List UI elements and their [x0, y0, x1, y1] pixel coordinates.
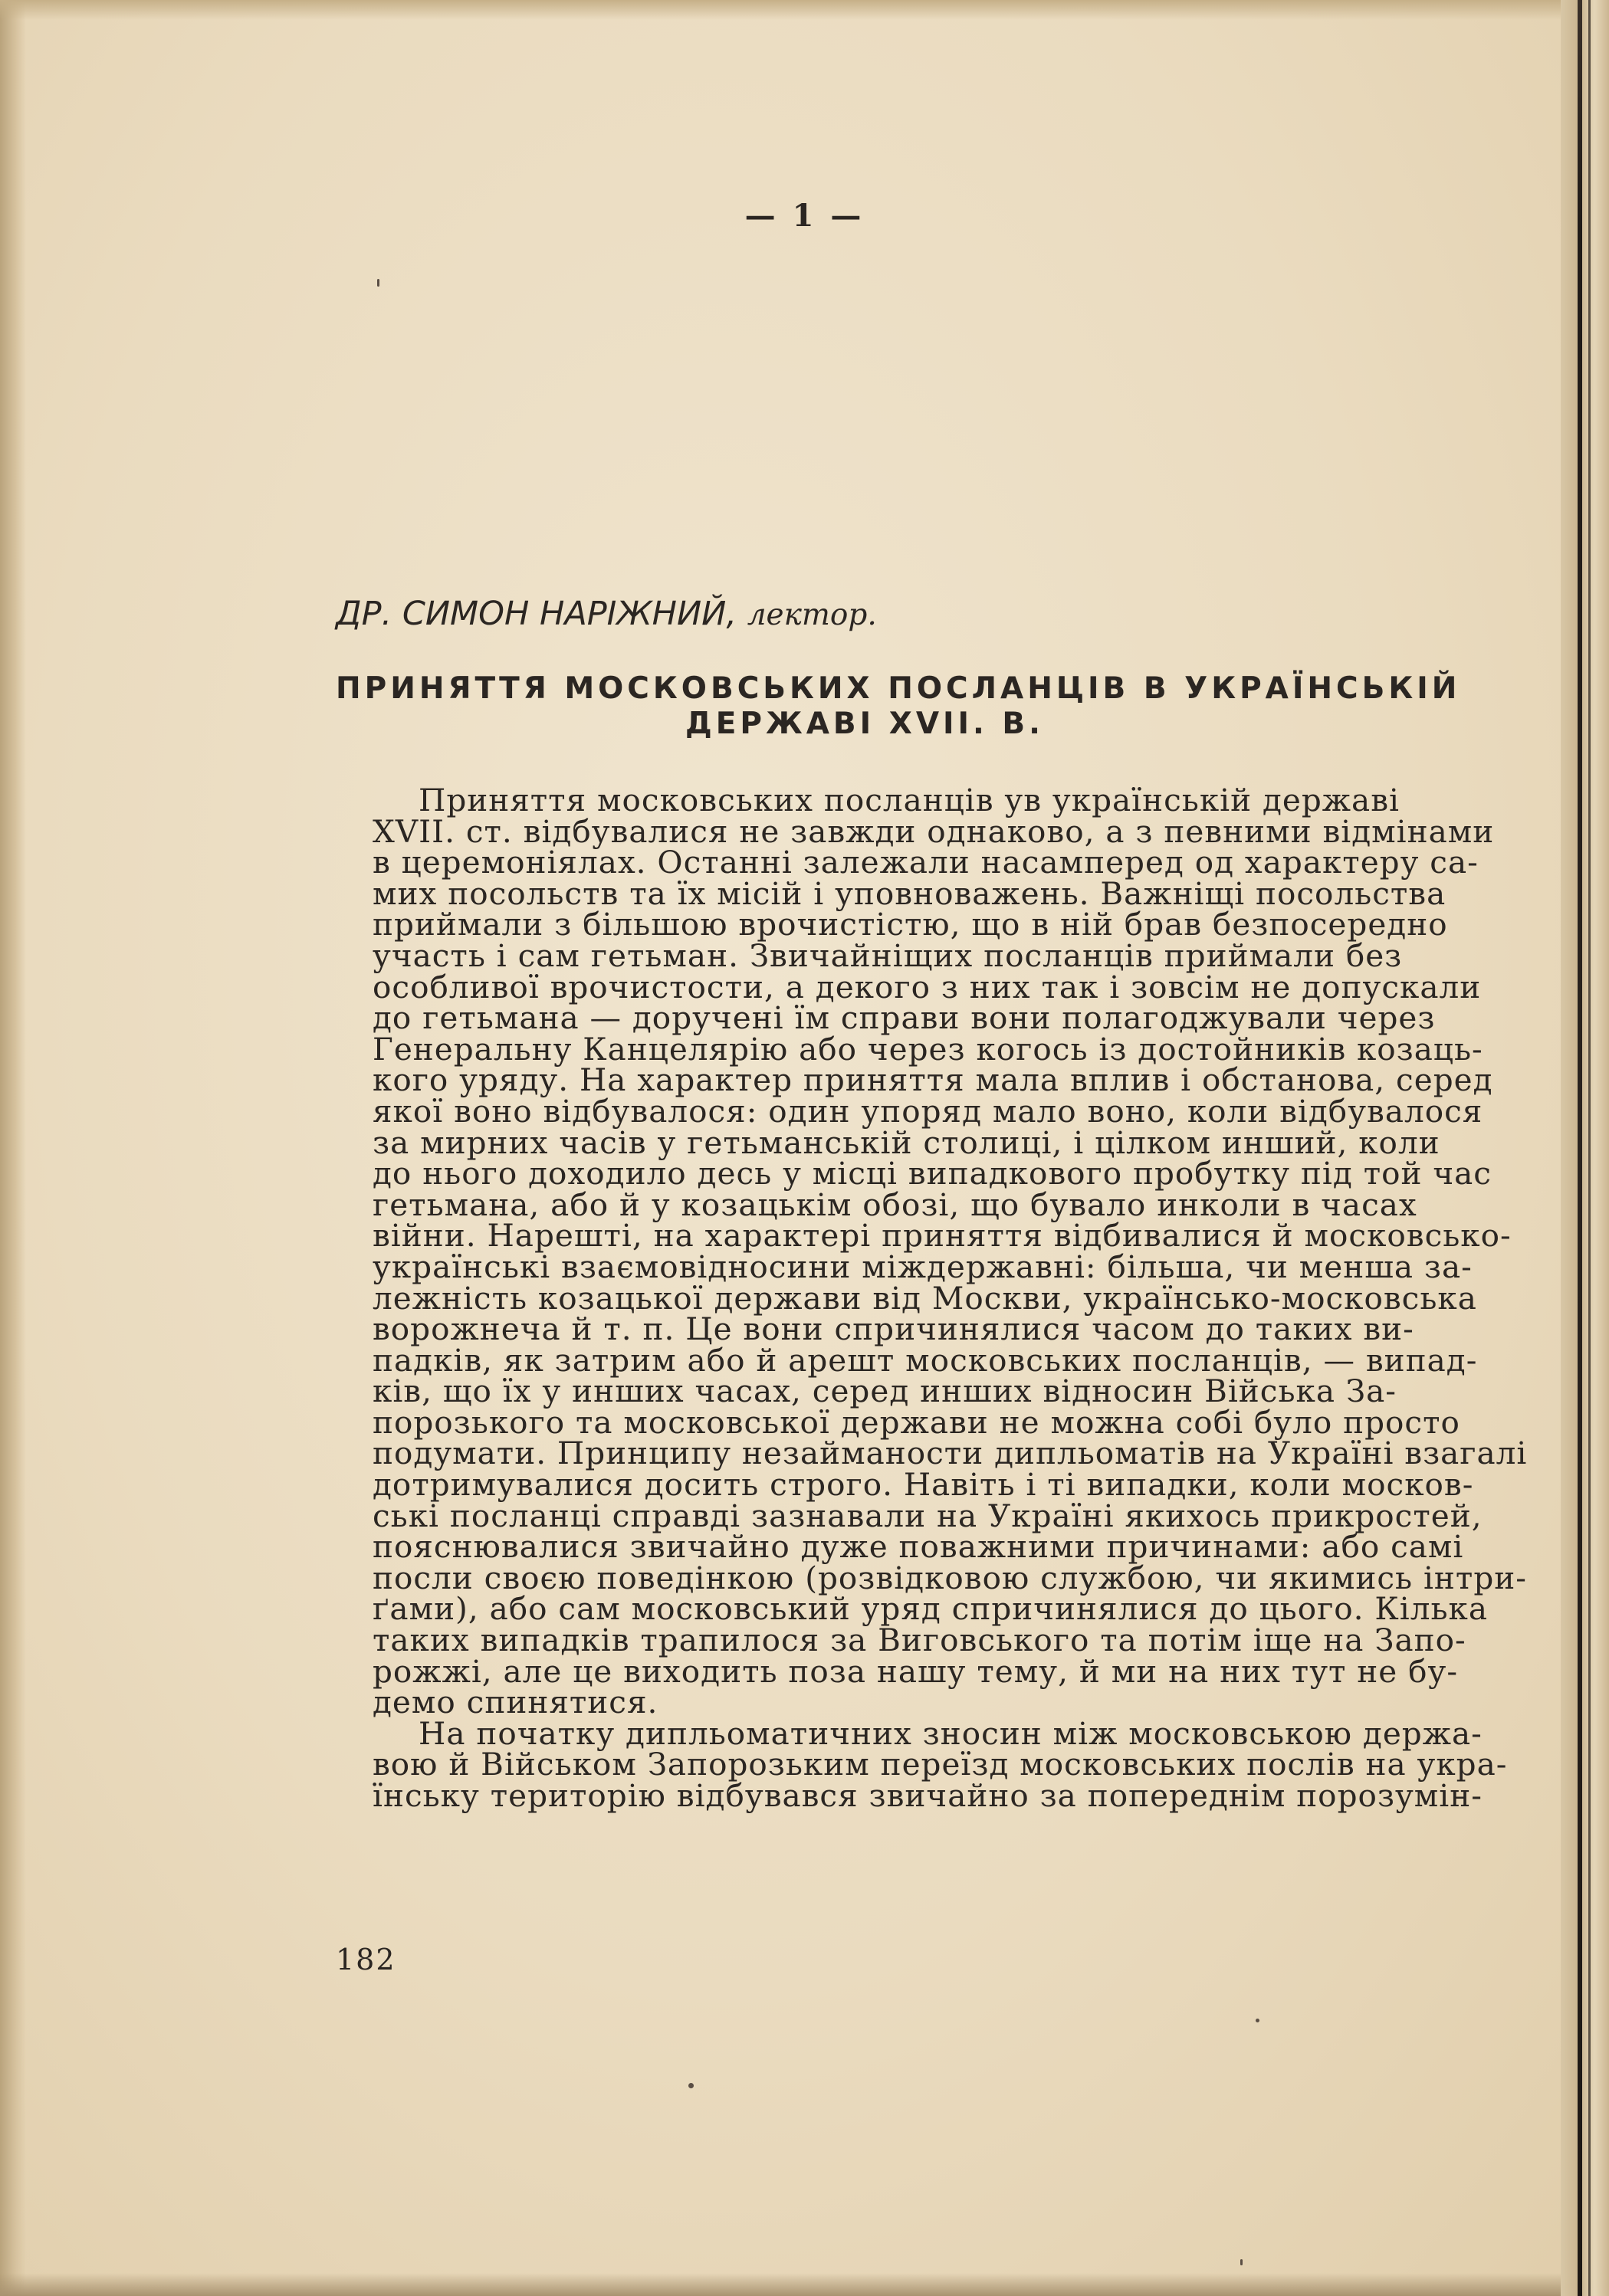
body-line: вою й Військом Запорозьким переїзд московських послів на укра- [373, 1746, 1508, 1783]
body-line: ські посланці справді зазнавали на Україні якихось прикростей, [373, 1497, 1483, 1534]
body-line: в церемоніялах. Останні залежали насамперед од характеру са- [373, 844, 1479, 881]
body-text [373, 782, 1528, 1814]
body-line: ків, що їх у инших часах, серед инших відносин Війська За- [373, 1373, 1397, 1410]
body-line: дотримувалися досить строго. Навіть і ті випадки, коли москов- [373, 1466, 1474, 1504]
author-role: лектор. [747, 598, 877, 632]
body-line: XVII. ст. відбувалися не завжди однаково, а з певними відмінами [373, 812, 1495, 850]
body-line: гетьмана, або й у козацькім обозі, що бувало инколи в часах [373, 1186, 1417, 1223]
spine-shadow-line [1578, 0, 1582, 2296]
body-line: лежність козацької держави від Москви, українсько-московська [373, 1279, 1477, 1317]
author-line [336, 595, 1409, 633]
body-line: подумати. Принципу незайманости дипльоматів на Україні взагалі [373, 1435, 1528, 1472]
body-line: Генеральну Канцелярію або через когось із достойників козаць- [373, 1030, 1483, 1068]
page-top-edge [0, 0, 1609, 20]
body-line: таких випадків трапилося за Виговського та потім іще на Запо- [373, 1622, 1466, 1659]
book-spine [1561, 0, 1609, 2296]
body-line: їнську територію відбувався звичайно за попереднім порозумін- [373, 1777, 1483, 1814]
title-line-1: ПРИНЯТТЯ МОСКОВСЬКИХ ПОСЛАНЦІВ В УКРАЇНСЬКІЙ [336, 671, 1461, 706]
body-line: приймали з більшою врочистістю, що в ній брав безпосередно [373, 906, 1448, 943]
ink-speck [377, 279, 379, 287]
ink-speck [688, 2083, 694, 2088]
body-line: участь і сам гетьман. Звичайніщих посланців приймали без [373, 936, 1403, 974]
body-line: за мирних часів у гетьманській столиці, і цілком инший, коли [373, 1123, 1440, 1161]
body-line: особливої врочистости, а декого з них так і зовсім не допускали [373, 968, 1482, 1005]
title-line-2: ДЕРЖАВІ XVII. В. [685, 707, 1044, 741]
ink-speck [1240, 2259, 1243, 2265]
body-line: порозького та московської держави не можна собі було просто [373, 1403, 1460, 1441]
body-line: мих посольств та їх місій і уповноважень. Важніщі посольства [373, 874, 1446, 912]
body-line: кого уряду. На характер приняття мала вплив і обстанова, серед [373, 1061, 1493, 1099]
body-line: українські взаємовідносини міждержавні: більша, чи менша за- [373, 1248, 1473, 1285]
body-line: демо спинятися. [373, 1684, 658, 1721]
body-line: рожжі, але це виходить поза нашу тему, й ми на них тут не бу- [373, 1652, 1459, 1690]
author-name: ДР. СИМОН НАРІЖНИЙ, [336, 595, 737, 633]
body-line: якої воно відбувалося: один упоряд мало воно, коли відбувалося [373, 1092, 1483, 1130]
body-line: пояснювалися звичайно дуже поважними причинами: або самі [373, 1528, 1464, 1566]
body-line: до нього доходило десь у місці випадкового пробутку під той час [373, 1155, 1492, 1192]
body-line: ворожнеча й т. п. Це вони спричинялися часом до таких ви- [373, 1310, 1414, 1348]
folio-number: — 1 — [744, 198, 865, 234]
body-line: Приняття московських посланців ув українській державі [419, 782, 1400, 818]
body-line: На початку дипльоматичних зносин між московською держа- [419, 1714, 1483, 1752]
article-title [336, 671, 1461, 742]
page-left-edge [0, 0, 26, 2296]
page-number: 182 [336, 1943, 396, 1976]
body-line: ґами), або сам московський уряд спричинялися до цього. Кілька [373, 1590, 1488, 1628]
body-line: війни. Нарешті, на характері приняття відбивалися й московсько- [373, 1217, 1512, 1255]
body-line: посли своєю поведінкою (розвідковою службою, чи якимись інтри- [373, 1559, 1527, 1596]
spine-edge-line [1588, 0, 1591, 2296]
page-bottom-edge [0, 2273, 1609, 2296]
body-line: до гетьмана — доручені їм справи вони полагоджували через [373, 999, 1436, 1037]
body-line: падків, як затрим або й арешт московських посланців, — випад- [373, 1341, 1478, 1379]
ink-speck [1256, 2019, 1259, 2022]
